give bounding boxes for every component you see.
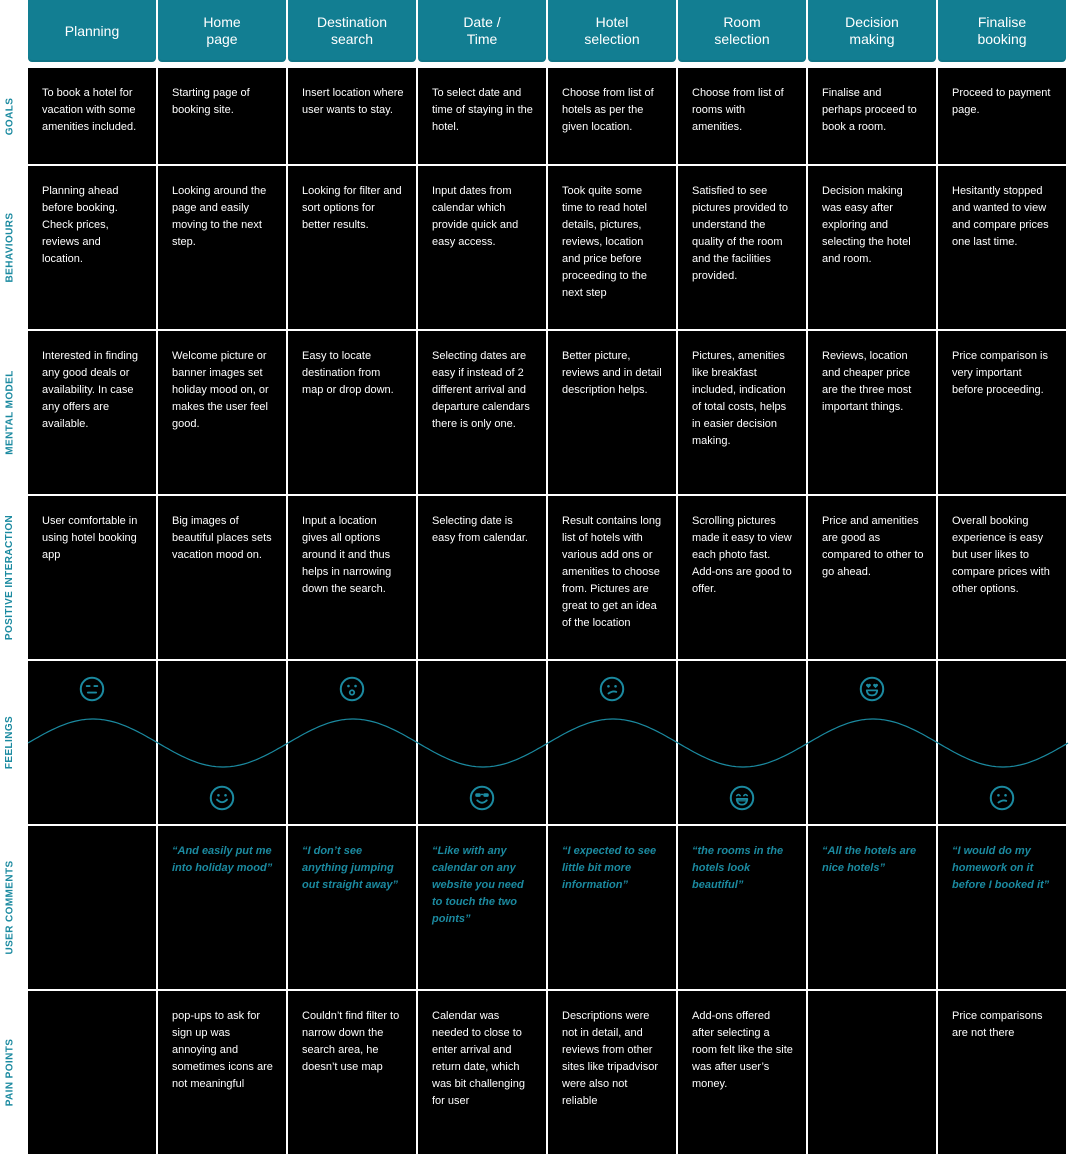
goals-cell-date-time: To select date and time of staying in the hotel. (418, 68, 546, 164)
behaviours-cell-date-time: Input dates from calendar which provide quick and easy access. (418, 166, 546, 329)
user-comments-cell-finalise-booking: “I would do my homework on it before I booked it” (938, 826, 1066, 989)
user-comments-cell-date-time: “Like with any calendar on any website you need to touch the two points” (418, 826, 546, 989)
mental-model-cell-hotel-selection: Better picture, reviews and in detail description helps. (548, 331, 676, 494)
row-label-behaviours (0, 166, 20, 329)
row-label-text: POSITIVE INTERACTION (4, 514, 16, 641)
row-label-positive-interaction (0, 496, 20, 659)
confused-face-icon (989, 785, 1015, 816)
stage-header-date-time: Date / Time (418, 0, 546, 62)
mental-model-cell-room-selection: Pictures, amenities like breakfast included, indication of total costs, helps in easier decision making. (678, 331, 806, 494)
pain-points-cell-planning (28, 991, 156, 1154)
behaviours-cell-finalise-booking: Hesitantly stopped and wanted to view and compare prices one last time. (938, 166, 1066, 329)
pain-points-cell-finalise-booking: Price comparisons are not there (938, 991, 1066, 1154)
goals-cell-planning: To book a hotel for vacation with some amenities included. (28, 68, 156, 164)
mental-model-cell-date-time: Selecting dates are easy if instead of 2 different arrival and departure calendars there is only one. (418, 331, 546, 494)
goals-cell-home-page: Starting page of booking site. (158, 68, 286, 164)
positive-interaction-cell-hotel-selection: Result contains long list of hotels with various add ons or amenities to choose from. Pictures are great to get an idea of the location (548, 496, 676, 659)
positive-interaction-cell-planning: User comfortable in using hotel booking app (28, 496, 156, 659)
behaviours-cell-destination-search: Looking for filter and sort options for better results. (288, 166, 416, 329)
mental-model-cell-finalise-booking: Price comparison is very important before proceeding. (938, 331, 1066, 494)
stage-header-room-selection: Room selection (678, 0, 806, 62)
user-comments-cell-hotel-selection: “I expected to see little bit more information” (548, 826, 676, 989)
positive-interaction-cell-finalise-booking: Overall booking experience is easy but user likes to compare prices with other options. (938, 496, 1066, 659)
row-label-text: PAIN POINTS (4, 1038, 16, 1107)
row-label-pain-points (0, 991, 20, 1154)
sunglasses-face-icon (469, 785, 495, 816)
smiling-face-icon (209, 785, 235, 816)
goals-cell-hotel-selection: Choose from list of hotels as per the given location. (548, 68, 676, 164)
stage-header-decision-making: Decision making (808, 0, 936, 62)
stage-header-home-page: Home page (158, 0, 286, 62)
positive-interaction-cell-home-page: Big images of beautiful places sets vacation mood on. (158, 496, 286, 659)
emotion-wave-line (28, 719, 1068, 767)
pain-points-cell-date-time: Calendar was needed to close to enter arrival and return date, which was bit challenging for user (418, 991, 546, 1154)
user-comments-cell-planning (28, 826, 156, 989)
behaviours-cell-decision-making: Decision making was easy after exploring and selecting the hotel and room. (808, 166, 936, 329)
behaviours-cell-planning: Planning ahead before booking. Check prices, reviews and location. (28, 166, 156, 329)
user-comments-cell-decision-making: “All the hotels are nice hotels” (808, 826, 936, 989)
row-label-text: GOALS (4, 97, 16, 135)
mental-model-cell-home-page: Welcome picture or banner images set holiday mood on, or makes the user feel good. (158, 331, 286, 494)
user-comments-cell-destination-search: “I don’t see anything jumping out straight away” (288, 826, 416, 989)
stage-header-hotel-selection: Hotel selection (548, 0, 676, 62)
surprised-face-icon (339, 676, 365, 707)
row-label-user-comments (0, 826, 20, 989)
goals-cell-destination-search: Insert location where user wants to stay. (288, 68, 416, 164)
stage-header-planning: Planning (28, 0, 156, 62)
pain-points-cell-room-selection: Add-ons offered after selecting a room felt like the site was after user’s money. (678, 991, 806, 1154)
stage-header-destination-search: Destination search (288, 0, 416, 62)
row-label-text: FEELINGS (4, 715, 16, 770)
mental-model-cell-decision-making: Reviews, location and cheaper price are the three most important things. (808, 331, 936, 494)
positive-interaction-cell-date-time: Selecting date is easy from calendar. (418, 496, 546, 659)
positive-interaction-cell-decision-making: Price and amenities are good as compared to other to go ahead. (808, 496, 936, 659)
pain-points-cell-decision-making (808, 991, 936, 1154)
row-label-mental-model (0, 331, 20, 494)
stage-header-finalise-booking: Finalise booking (938, 0, 1066, 62)
behaviours-cell-home-page: Looking around the page and easily moving to the next step. (158, 166, 286, 329)
behaviours-cell-hotel-selection: Took quite some time to read hotel details, pictures, reviews, location and price before proceeding to the next step (548, 166, 676, 329)
pain-points-cell-home-page: pop-ups to ask for sign up was annoying and sometimes icons are not meaningful (158, 991, 286, 1154)
goals-cell-finalise-booking: Proceed to payment page. (938, 68, 1066, 164)
pain-points-cell-hotel-selection: Descriptions were not in detail, and reviews from other sites like tripadvisor were also not reliable (548, 991, 676, 1154)
row-label-goals (0, 68, 20, 164)
confused-face-icon (599, 676, 625, 707)
grinning-face-icon (729, 785, 755, 816)
goals-cell-room-selection: Choose from list of rooms with amenities. (678, 68, 806, 164)
heart-eyes-face-icon (859, 676, 885, 707)
row-label-text: USER COMMENTS (4, 860, 16, 955)
row-label-text: BEHAVIOURS (4, 212, 16, 283)
expressionless-face-icon (79, 676, 105, 707)
behaviours-cell-room-selection: Satisfied to see pictures provided to understand the quality of the room and the facilities provided. (678, 166, 806, 329)
pain-points-cell-destination-search: Couldn’t find filter to narrow down the search area, he doesn’t use map (288, 991, 416, 1154)
mental-model-cell-destination-search: Easy to locate destination from map or drop down. (288, 331, 416, 494)
emotion-curve (0, 661, 1070, 824)
positive-interaction-cell-destination-search: Input a location gives all options around it and thus helps in narrowing down the search. (288, 496, 416, 659)
mental-model-cell-planning: Interested in finding any good deals or availability. In case any offers are available. (28, 331, 156, 494)
user-comments-cell-home-page: “And easily put me into holiday mood” (158, 826, 286, 989)
positive-interaction-cell-room-selection: Scrolling pictures made it easy to view each photo fast. Add-ons are good to offer. (678, 496, 806, 659)
goals-cell-decision-making: Finalise and perhaps proceed to book a room. (808, 68, 936, 164)
row-label-text: MENTAL MODEL (4, 370, 16, 455)
user-comments-cell-room-selection: “the rooms in the hotels look beautiful” (678, 826, 806, 989)
